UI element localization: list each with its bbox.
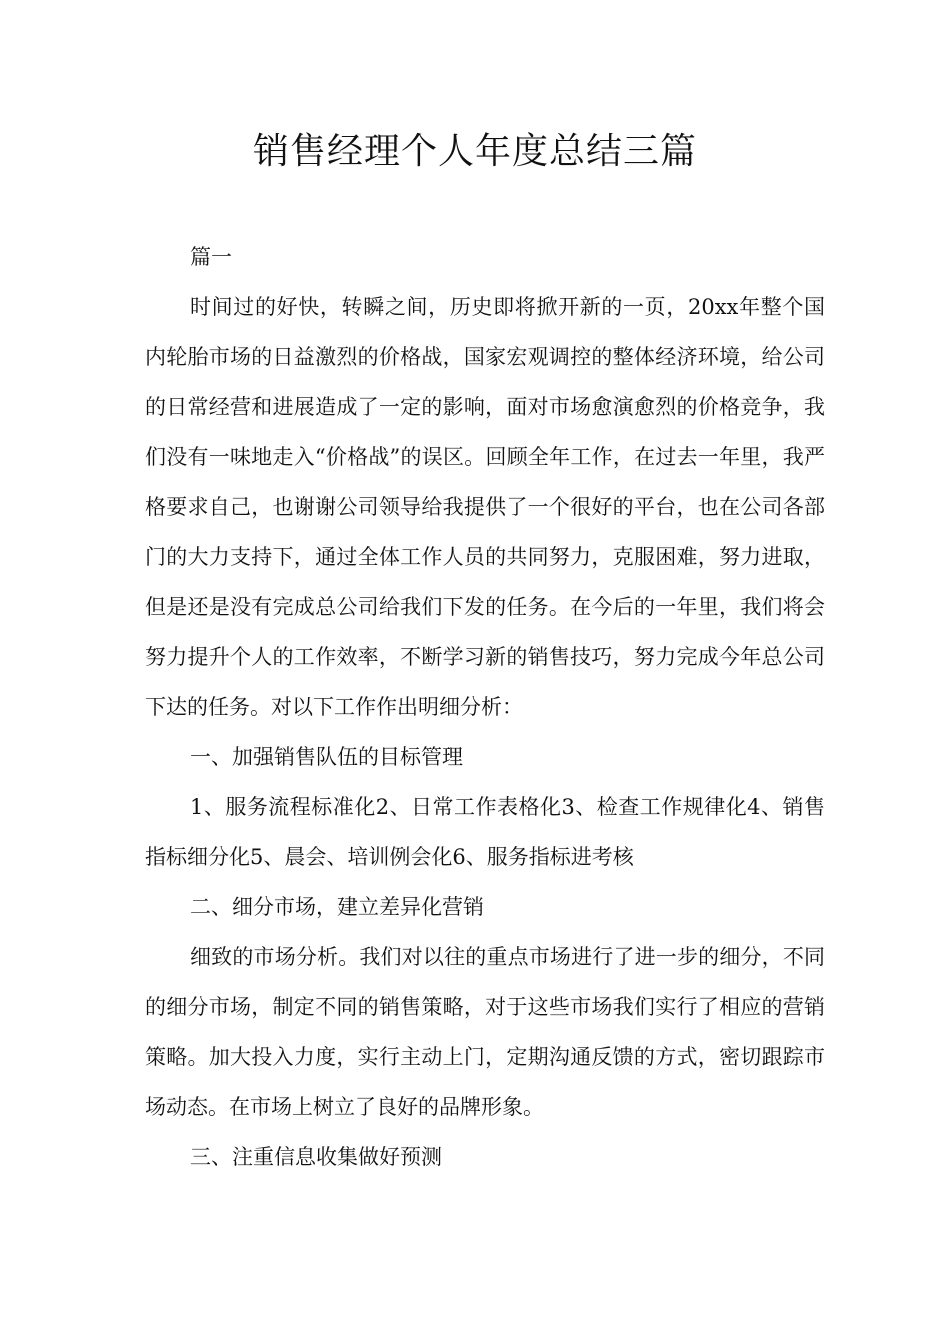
paragraph-section-label: 篇一: [190, 245, 232, 269]
paragraph-market-analysis: 细致的市场分析。我们对以往的重点市场进行了进一步的细分，不同的细分市场，制定不同的销售策略，对于这些市场我们实行了相应的营销策略。加大投入力度，实行主动上门，定期沟通反馈的方式，密切跟踪市场动态。在市场上树立了良好的品牌形象。: [145, 945, 825, 1119]
document-title: 销售经理个人年度总结三篇: [252, 131, 697, 172]
document-body: [145, 232, 825, 1182]
paragraph-heading-2: 二、细分市场，建立差异化营销: [190, 895, 484, 919]
paragraph-intro: 时间过的好快，转瞬之间，历史即将掀开新的一页，20xx年整个国内轮胎市场的日益激烈的价格战，国家宏观调控的整体经济环境，给公司的日常经营和进展造成了一定的影响，面对市场愈演愈烈的价格竞争，我们没有一味地走入“价格战”的误区。回顾全年工作，在过去一年里，我严格要求自己，也谢谢公司领导给我提供了一个很好的平台，也在公司各部门的大力支持下，通过全体工作人员的共同努力，克服困难，努力进取，但是还是没有完成总公司给我们下发的任务。在今后的一年里，我们将会努力提升个人的工作效率，不断学习新的销售技巧，努力完成今年总公司下达的任务。对以下工作作出明细分析：: [145, 295, 825, 719]
paragraph-heading-1: 一、加强销售队伍的目标管理: [190, 745, 463, 769]
paragraph-list-1: 1、服务流程标准化2、日常工作表格化3、检查工作规律化4、销售指标细分化5、晨会、培训例会化6、服务指标进考核: [145, 795, 825, 869]
paragraph-heading-3: 三、注重信息收集做好预测: [190, 1145, 442, 1169]
